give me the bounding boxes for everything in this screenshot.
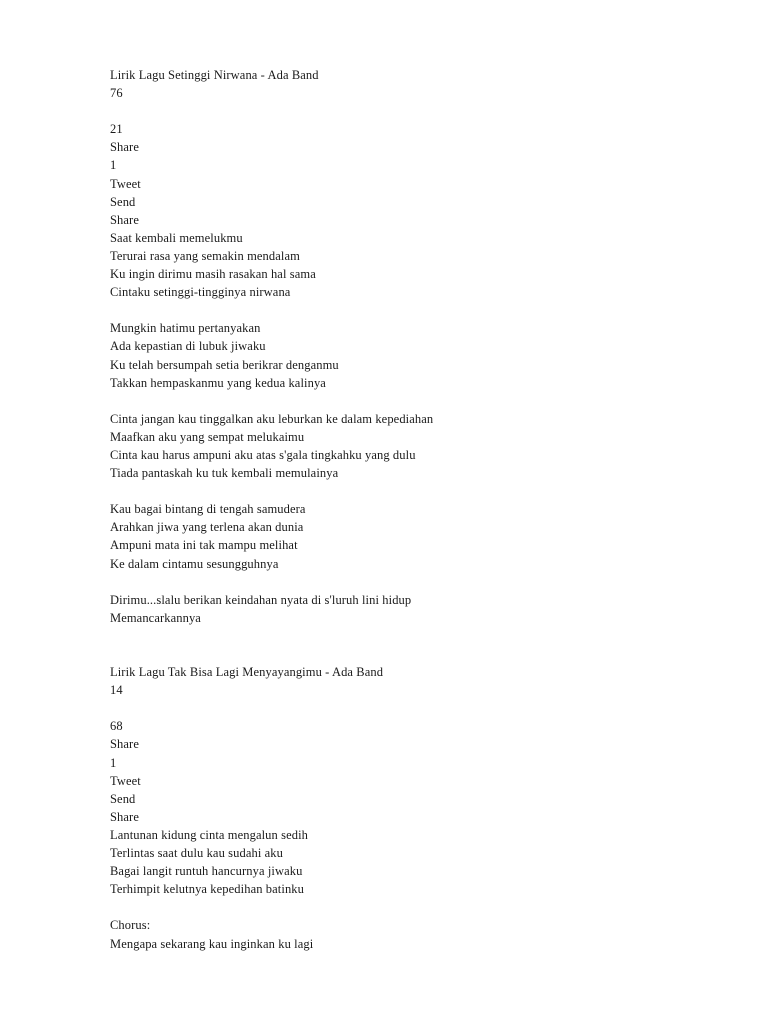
lyric-line: Terurai rasa yang semakin mendalam [110, 248, 300, 263]
lyric-line: Ampuni mata ini tak mampu melihat [110, 538, 298, 553]
song2-title: Lirik Lagu Tak Bisa Lagi Menyayangimu - Ada Band [110, 665, 384, 680]
lyric-line: Ada kepastian di lubuk jiwaku [110, 339, 266, 354]
song2-send-label: Send [110, 791, 136, 806]
blank-line [110, 627, 730, 663]
song1-share-label: Share [110, 140, 139, 155]
lyric-line: Lantunan kidung cinta mengalun sedih [110, 827, 308, 842]
song1-tweet-label: Tweet [110, 176, 141, 191]
blank-line [110, 699, 730, 717]
blank-line [110, 482, 730, 500]
song1-share-count: 1 [110, 158, 117, 173]
song1-send-label: Send [110, 194, 136, 209]
lyric-line: Cinta kau harus ampuni aku atas s'gala tingkahku yang dulu [110, 447, 416, 462]
lyric-line: Takkan hempaskanmu yang kedua kalinya [110, 375, 326, 390]
lyric-line: Arahkan jiwa yang terlena akan dunia [110, 520, 304, 535]
blank-line [110, 301, 730, 319]
blank-line [110, 392, 730, 410]
blank-line [110, 898, 730, 916]
lyric-line: Cintaku setinggi-tingginya nirwana [110, 285, 291, 300]
song1-share-label-2: Share [110, 212, 139, 227]
lyric-line: Dirimu...slalu berikan keindahan nyata di s'luruh lini hidup [110, 592, 412, 607]
lyric-line: Saat kembali memelukmu [110, 230, 243, 245]
blank-line [110, 573, 730, 591]
lyric-line: Ku ingin dirimu masih rasakan hal sama [110, 267, 316, 282]
song2-share-label: Share [110, 737, 139, 752]
song1-count-b: 21 [110, 122, 123, 137]
song2-share-count: 1 [110, 755, 117, 770]
lyric-line: Mengapa sekarang kau inginkan ku lagi [110, 936, 314, 951]
lyric-line: Ke dalam cintamu sesungguhnya [110, 556, 279, 571]
lyric-line: Tiada pantaskah ku tuk kembali memulainya [110, 466, 339, 481]
document-body [110, 66, 730, 953]
lyric-line: Cinta jangan kau tinggalkan aku leburkan ke dalam kepediahan [110, 411, 434, 426]
lyric-line: Terlintas saat dulu kau sudahi aku [110, 846, 283, 861]
blank-line [110, 102, 730, 120]
song2-share-label-2: Share [110, 809, 139, 824]
lyric-line: Kau bagai bintang di tengah samudera [110, 502, 306, 517]
song1-count-a: 76 [110, 86, 123, 101]
song2-tweet-label: Tweet [110, 773, 141, 788]
song2-count-b: 68 [110, 719, 123, 734]
song2-count-a: 14 [110, 683, 123, 698]
chorus-label: Chorus: [110, 918, 151, 933]
lyric-line: Memancarkannya [110, 610, 201, 625]
lyric-line: Maafkan aku yang sempat melukaimu [110, 429, 305, 444]
lyric-line: Mungkin hatimu pertanyakan [110, 321, 261, 336]
lyric-line: Terhimpit kelutnya kepedihan batinku [110, 882, 304, 897]
lyric-line: Bagai langit runtuh hancurnya jiwaku [110, 864, 303, 879]
lyric-line: Ku telah bersumpah setia berikrar denganmu [110, 357, 339, 372]
song1-title: Lirik Lagu Setinggi Nirwana - Ada Band [110, 68, 319, 82]
